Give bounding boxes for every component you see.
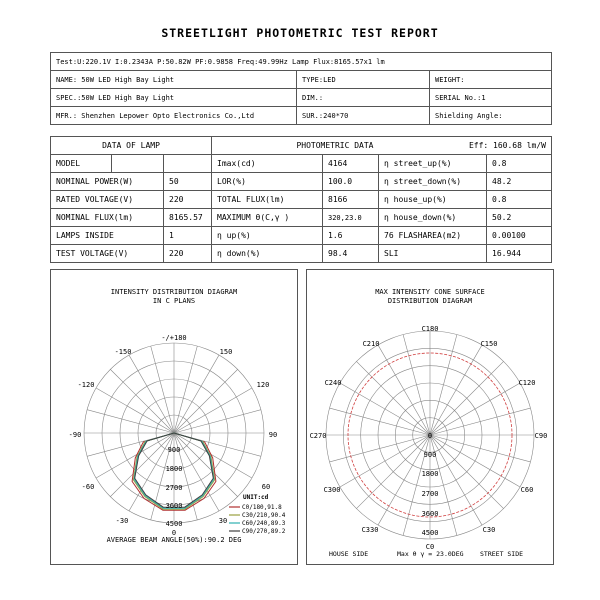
row-value: 50 (164, 173, 212, 191)
row-label: NOMINAL POWER(W) (51, 173, 164, 191)
angle-label: C330 (361, 526, 379, 534)
row-value: 220 (164, 191, 212, 209)
data-of-lamp-heading: DATA OF LAMP (51, 137, 212, 155)
radial-label: 3600 (421, 510, 439, 518)
grid-spoke (430, 383, 520, 435)
photometric-data-table (50, 136, 552, 263)
angle-label: -30 (115, 517, 129, 525)
photometric-data-heading: PHOTOMETRIC DATA (212, 137, 379, 155)
radial-label: 1800 (421, 470, 439, 478)
radial-label: 3600 (165, 502, 183, 510)
row-label: η street_up(%) (379, 155, 487, 173)
row-value: 1 (164, 227, 212, 245)
row-value: 16.944 (487, 245, 552, 263)
radial-label: 4500 (165, 520, 183, 528)
max-angle-text: Max θ γ = 23.0DEG (397, 550, 464, 558)
diagram1-title: INTENSITY DISTRIBUTION DIAGRAM (110, 288, 238, 296)
angle-label: C210 (362, 340, 380, 348)
row-value: 0.00100 (487, 227, 552, 245)
legend-entry: C60/240,89.3 (242, 520, 286, 527)
angle-label: C270 (309, 432, 327, 440)
angle-label: C90 (534, 432, 548, 440)
angle-label: 120 (256, 381, 270, 389)
radial-label: 900 (423, 451, 437, 459)
row-label: MAXIMUM θ(C,γ ) (212, 209, 323, 227)
angle-label: C0 (425, 543, 435, 551)
radial-label: 0 (427, 432, 433, 440)
row-label: SLI (379, 245, 487, 263)
row-value: 4164 (323, 155, 379, 173)
angle-label: C240 (324, 379, 342, 387)
intensity-distribution-panel (50, 269, 298, 565)
street-side-label: STREET SIDE (480, 550, 524, 558)
info-dim: DIM.: (297, 89, 430, 107)
grid-spoke (340, 383, 430, 435)
grid-spoke (340, 435, 430, 487)
row-value: 0.8 (487, 191, 552, 209)
lamp-info-table (50, 52, 552, 125)
row-label: TEST VOLTAGE(V) (51, 245, 164, 263)
legend-entry: C0/180,91.8 (242, 504, 282, 511)
diagram2-title: MAX INTENSITY CONE SURFACE (375, 288, 485, 296)
legend-entry: C90/270,89.2 (242, 528, 286, 535)
grid-spoke (430, 361, 504, 435)
row-value (164, 155, 212, 173)
angle-label: C120 (518, 379, 536, 387)
grid-spoke (356, 361, 430, 435)
row-value: 48.2 (487, 173, 552, 191)
row-value: 1.6 (323, 227, 379, 245)
angle-label: 60 (261, 483, 271, 491)
grid-spoke (110, 369, 174, 433)
row-label: 76 FLASHAREA(m2) (379, 227, 487, 245)
info-serial: SERIAL No.:1 (430, 89, 552, 107)
angle-label: -90 (68, 431, 82, 439)
row-value: 0.8 (487, 155, 552, 173)
row-label: η street_down(%) (379, 173, 487, 191)
info-spec: SPEC.:50W LED High Bay Light (51, 89, 297, 107)
grid-spoke (174, 410, 261, 433)
beam-angle-text: AVERAGE BEAM ANGLE(50%):90.2 DEG (106, 536, 242, 544)
grid-spoke (174, 388, 252, 433)
row-label: η down(%) (212, 245, 323, 263)
grid-spoke (378, 345, 430, 435)
unit-label: UNIT:cd (243, 494, 269, 501)
cone-polar-chart (307, 270, 553, 564)
row-value: 8166 (323, 191, 379, 209)
legend-entry: C30/210,90.4 (242, 512, 286, 519)
info-sur: SUR.:240*70 (297, 107, 430, 125)
grid-spoke (356, 435, 430, 509)
row-label: RATED VOLTAGE(V) (51, 191, 164, 209)
row-label: TOTAL FLUX(lm) (212, 191, 323, 209)
row-aux (112, 155, 164, 173)
row-value: 220 (164, 245, 212, 263)
info-weight: WEIGHT: (430, 71, 552, 89)
grid-spoke (430, 435, 520, 487)
grid-spoke (96, 388, 174, 433)
radial-label: 900 (167, 446, 181, 454)
row-value: 100.0 (323, 173, 379, 191)
row-label: MODEL (51, 155, 112, 173)
angle-label: -/+180 (161, 334, 187, 342)
test-line: Test:U:220.1V I:0.2343A P:50.82W PF:0.9858 Freq:49.99Hz Lamp Flux:8165.57x1 lm (51, 53, 552, 71)
grid-spoke (174, 346, 197, 433)
row-label: η up(%) (212, 227, 323, 245)
grid-spoke (87, 410, 174, 433)
grid-spoke (174, 355, 219, 433)
angle-label: C60 (520, 486, 534, 494)
grid-spoke (110, 433, 174, 497)
radial-label: 1800 (165, 465, 183, 473)
efficiency-value: Eff: 160.68 lm/W (379, 137, 552, 155)
info-type: TYPE:LED (297, 71, 430, 89)
angle-label: 0 (171, 529, 177, 537)
info-name: NAME: 50W LED High Bay Light (51, 71, 297, 89)
angle-label: -120 (77, 381, 95, 389)
angle-label: -150 (114, 348, 132, 356)
grid-spoke (129, 355, 174, 433)
angle-label: C30 (482, 526, 496, 534)
row-value: 320,23.0 (323, 209, 379, 227)
row-label: LOR(%) (212, 173, 323, 191)
grid-spoke (151, 346, 174, 433)
angle-label: C150 (480, 340, 498, 348)
diagram1-subtitle: IN C PLANS (152, 297, 196, 305)
angle-label: C300 (323, 486, 341, 494)
row-value: 98.4 (323, 245, 379, 263)
grid-spoke (174, 433, 238, 497)
report-title: STREETLIGHT PHOTOMETRIC TEST REPORT (161, 26, 439, 40)
diagram2-subtitle: DISTRIBUTION DIAGRAM (387, 297, 473, 305)
row-label: Imax(cd) (212, 155, 323, 173)
info-shielding: Shielding Angle: (430, 107, 552, 125)
row-label: LAMPS INSIDE (51, 227, 164, 245)
row-label: η house_down(%) (379, 209, 487, 227)
radial-label: 4500 (421, 529, 439, 537)
row-value: 8165.57 (164, 209, 212, 227)
grid-spoke (174, 369, 238, 433)
radial-label: 2700 (165, 484, 183, 492)
grid-spoke (430, 345, 482, 435)
angle-label: 150 (219, 348, 233, 356)
angle-label: 30 (218, 517, 228, 525)
house-side-label: HOUSE SIDE (329, 550, 369, 558)
radial-label: 2700 (421, 490, 439, 498)
angle-label: 90 (268, 431, 278, 439)
row-label: NOMINAL FLUX(lm) (51, 209, 164, 227)
grid-spoke (430, 435, 504, 509)
angle-label: -60 (81, 483, 95, 491)
cone-surface-panel (306, 269, 554, 565)
row-label: η house_up(%) (379, 191, 487, 209)
intensity-polar-chart (51, 270, 297, 564)
angle-label: C180 (421, 325, 439, 333)
row-value: 50.2 (487, 209, 552, 227)
info-mfr: MFR.: Shenzhen Lepower Opto Electronics Co.,Ltd (51, 107, 297, 125)
